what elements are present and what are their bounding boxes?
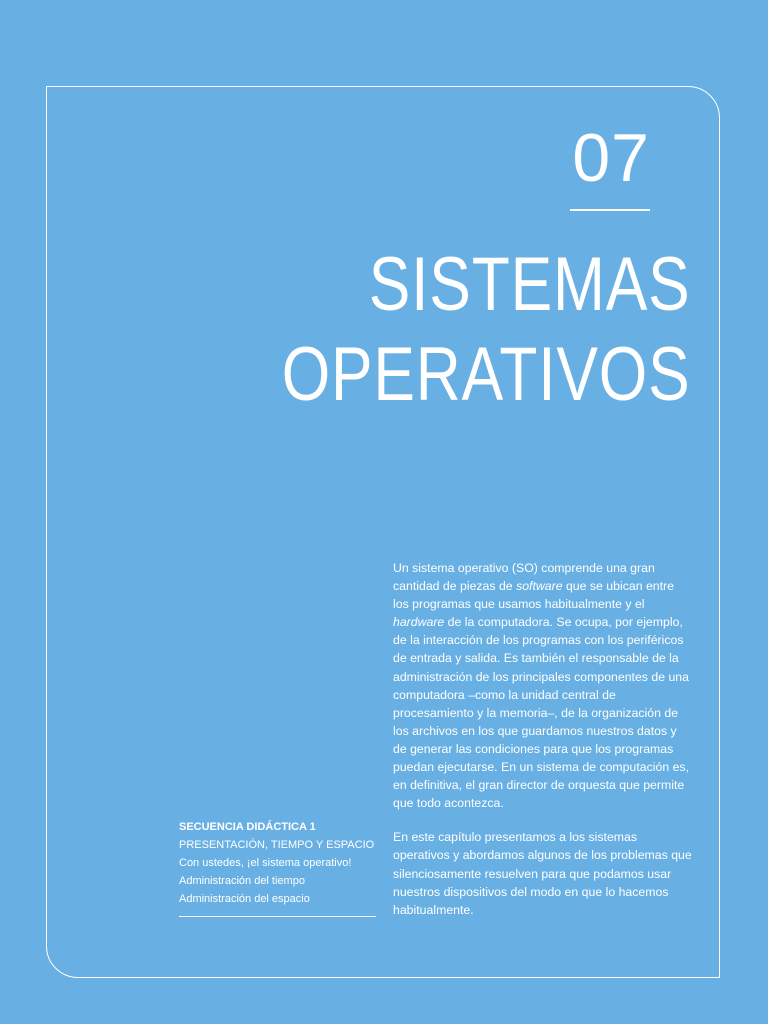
intro-paragraph-2: En este capítulo presentamos a los sistemas operativos y abordamos algunos de los problemas que silenciosamente resuelven para que podamos usar nuestros dispositivos del modo en que lo hacemos habitualmente. bbox=[393, 830, 692, 917]
chapter-number-divider bbox=[570, 209, 650, 211]
sequence-divider bbox=[179, 916, 376, 917]
intro-term-hardware: hardware bbox=[393, 615, 445, 630]
intro-p1-part-b: que se ubican entre los programas que usamos habitualmente y el bbox=[393, 579, 674, 612]
sequence-item: Administración del tiempo bbox=[179, 875, 305, 887]
chapter-intro bbox=[393, 559, 693, 935]
sequence-item: PRESENTACIÓN, TIEMPO Y ESPACIO bbox=[179, 839, 375, 851]
intro-paragraph-1 bbox=[393, 559, 693, 812]
sequence-heading: SECUENCIA DIDÁCTICA 1 bbox=[179, 821, 316, 833]
sequence-list bbox=[179, 836, 379, 908]
chapter-title bbox=[281, 240, 690, 420]
chapter-title-line-2: OPERATIVOS bbox=[281, 332, 690, 417]
sequence-item: Administración del espacio bbox=[179, 893, 310, 905]
intro-term-software: software bbox=[516, 579, 563, 594]
sequence-item: Con ustedes, ¡el sistema operativo! bbox=[179, 857, 352, 869]
chapter-title-line-1: SISTEMAS bbox=[368, 242, 690, 327]
chapter-number: 07 bbox=[572, 120, 650, 196]
intro-p1-part-c: de la computadora. Se ocupa, por ejemplo, de la interacción de los programas con los periféricos de entrada y salida. Es también el responsable de la administración de los principales componentes de una computadora –como la unidad central de procesamiento y la memoria–, de la organización de los archivos en los que guardamos nuestros datos y de generar las condiciones para que los programas puedan ejecutarse. En un sistema de computación es, en definitiva, el gran director de orquesta que permite que todo acontezca. bbox=[393, 615, 689, 811]
intro-p1-part-a: Un sistema operativo (SO) comprende una gran cantidad de piezas de bbox=[393, 561, 655, 594]
didactic-sequence bbox=[179, 818, 379, 908]
